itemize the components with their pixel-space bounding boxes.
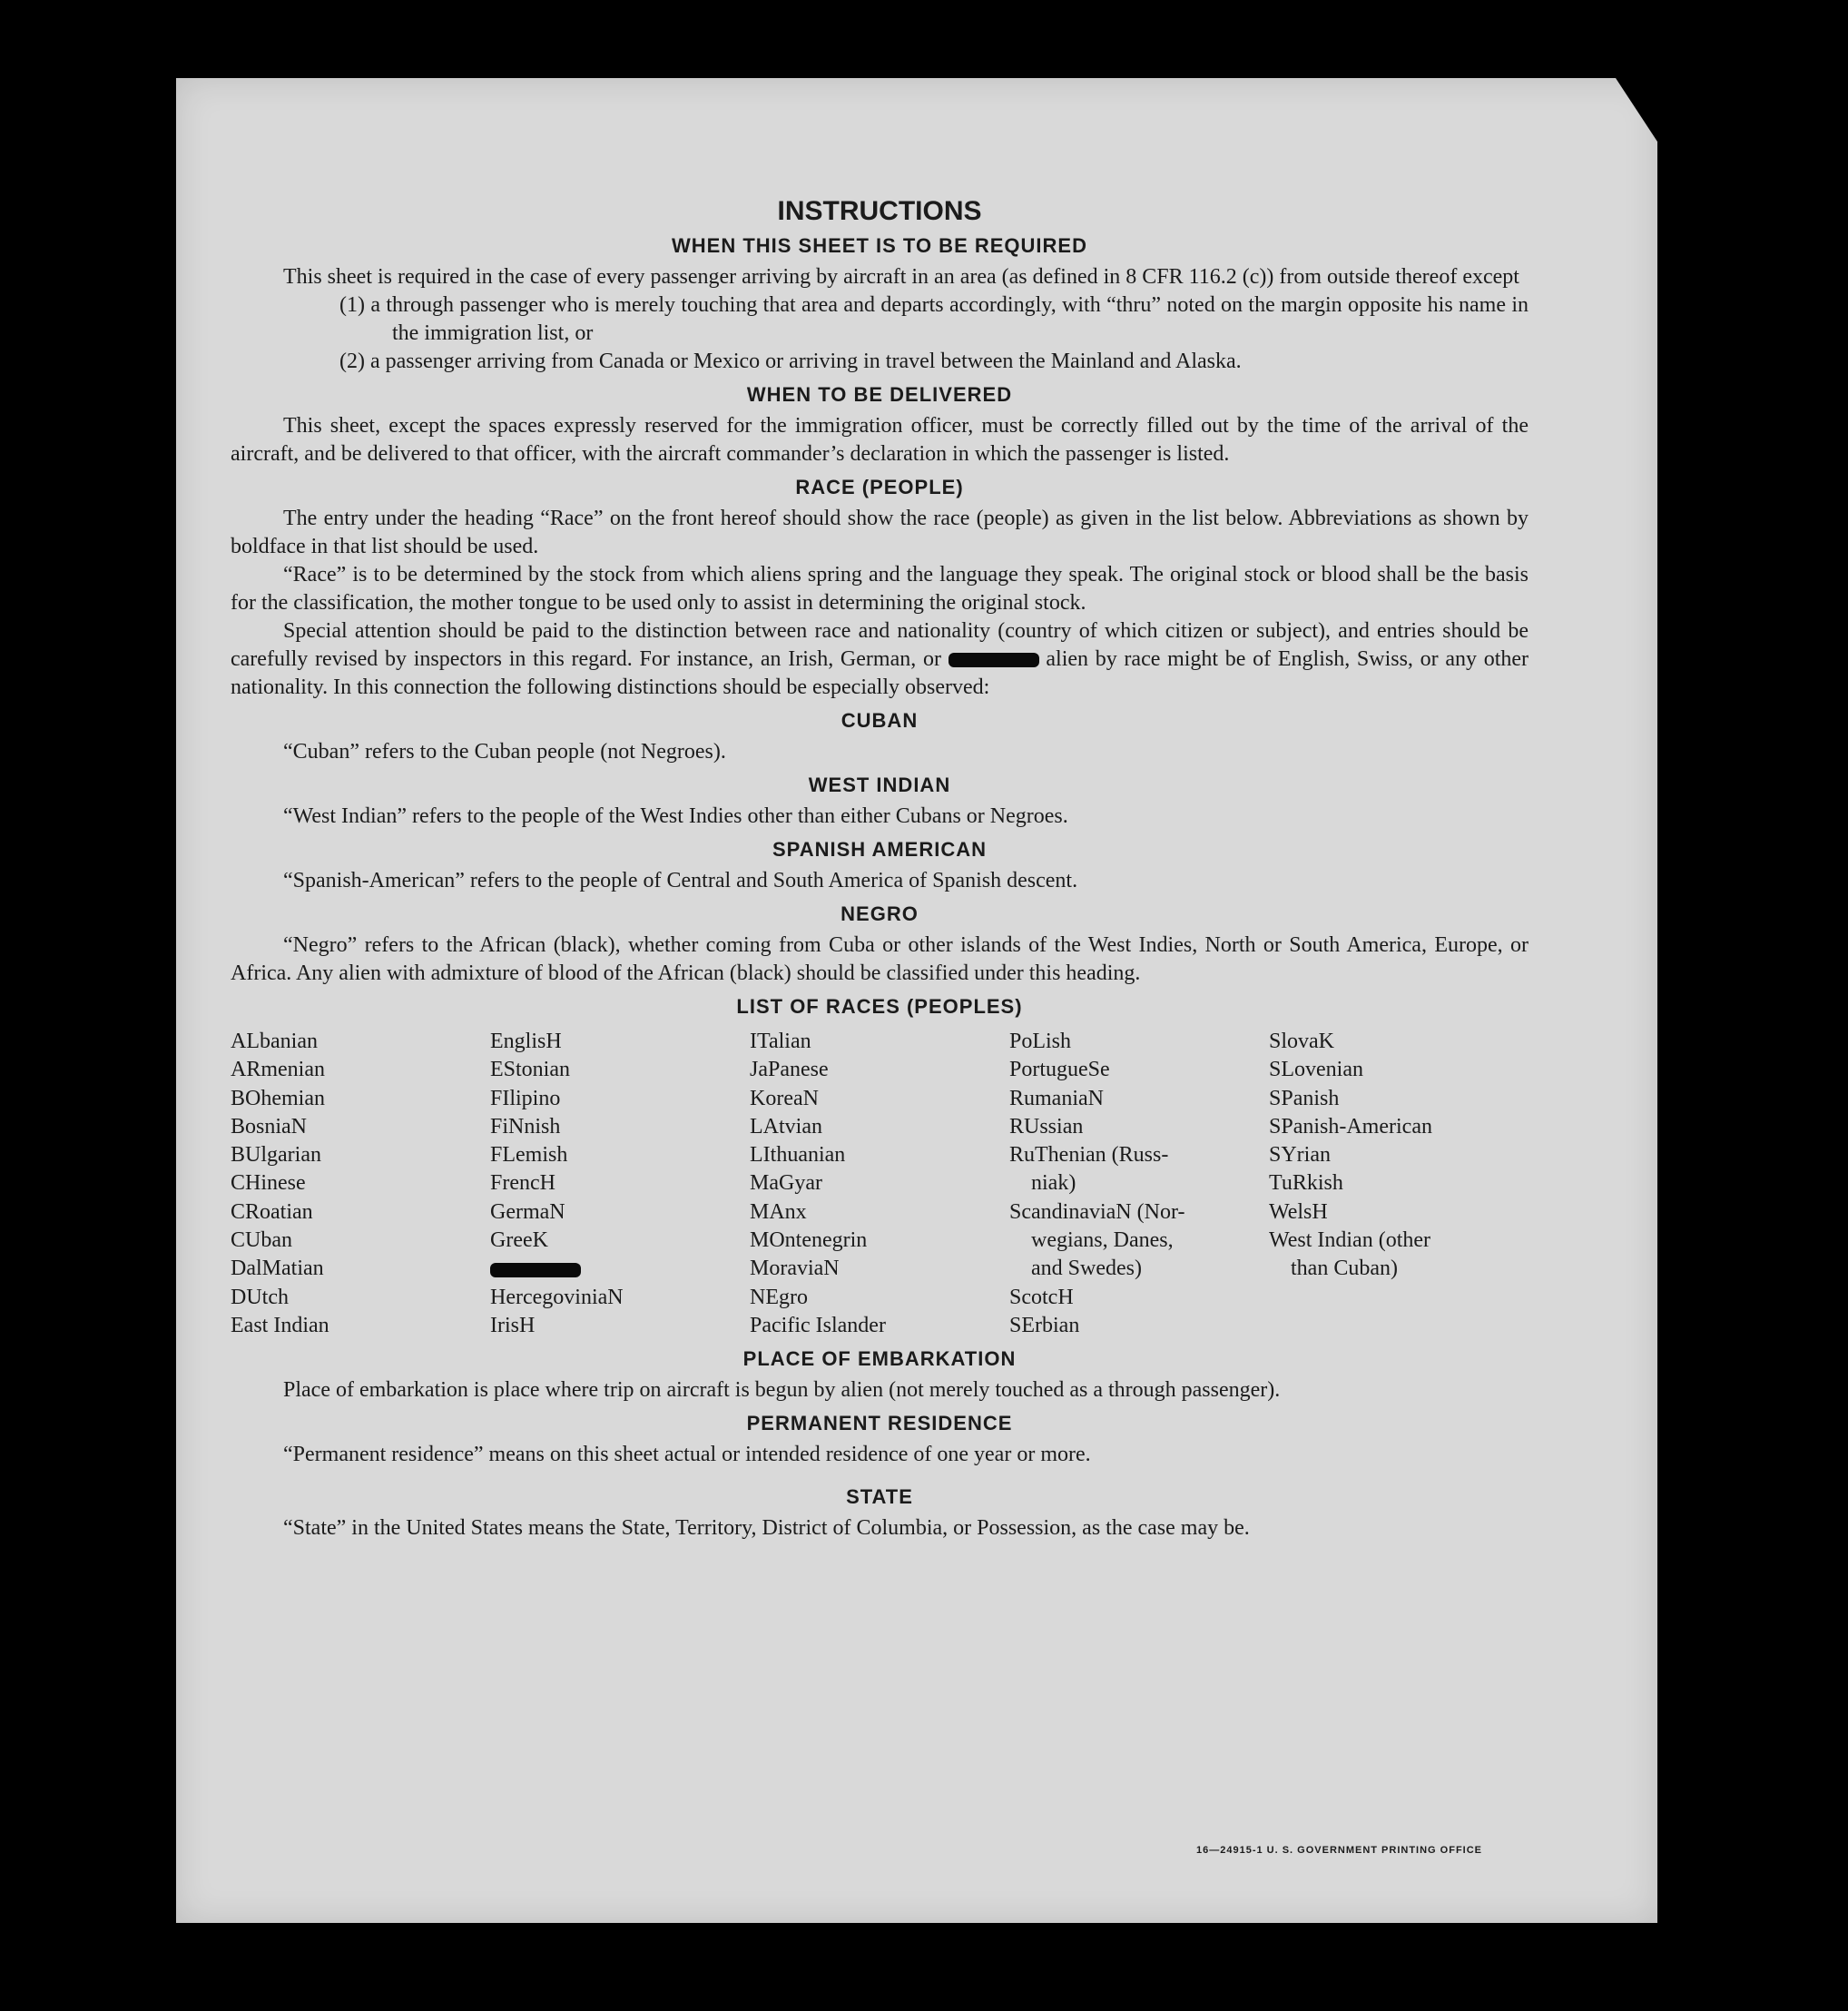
cuban-text: “Cuban” refers to the Cuban people (not Negroes).: [283, 740, 726, 764]
section-heading-cuban: CUBAN: [840, 709, 919, 732]
section-heading-list: LIST OF RACES (PEOPLES): [736, 995, 1023, 1018]
race-entry: Pacific Islander: [750, 1313, 886, 1337]
race-entry: GermaN: [490, 1199, 565, 1224]
race-entry: RuThenian (Russ-: [1009, 1143, 1169, 1168]
race-entry: TuRkish: [1269, 1171, 1343, 1196]
race-paragraph-3: [231, 617, 1529, 702]
race-entry: CUban: [231, 1228, 292, 1253]
race-entry: HercegoviniaN: [490, 1285, 624, 1309]
race-entry: West Indian (other: [1269, 1228, 1431, 1253]
races-list: [231, 1028, 1529, 1340]
races-column-3: [750, 1028, 1009, 1340]
race-entry: SYrian: [1269, 1143, 1331, 1168]
page-title: INSTRUCTIONS: [777, 196, 982, 226]
folded-corner: [1616, 78, 1657, 142]
race-entry: than Cuban): [1291, 1257, 1398, 1281]
race-entry: ITalian: [750, 1030, 811, 1053]
section-heading-race: RACE (PEOPLE): [795, 476, 964, 498]
race-entry: RUssian: [1009, 1114, 1084, 1139]
spanish-american-text: “Spanish-American” refers to the people of Central and South America of Spanish descent.: [283, 869, 1078, 892]
race-entry: PortugueSe: [1009, 1058, 1110, 1082]
race-entry: FiNnish: [490, 1114, 561, 1139]
race-entry: DUtch: [231, 1285, 289, 1309]
race-entry: BOhemian: [231, 1086, 325, 1110]
race-entry: SPanish-American: [1269, 1114, 1432, 1139]
races-column-5: [1269, 1028, 1529, 1340]
race-entry: ScandinaviaN (Nor-: [1009, 1199, 1185, 1224]
state-text: “State” in the United States means the State, Territory, District of Columbia, or Possession, as the case may be.: [283, 1516, 1250, 1541]
race-entry: SPanish: [1269, 1086, 1340, 1110]
race-entry: IrisH: [490, 1313, 536, 1337]
document-sheet: [176, 78, 1657, 1923]
race-paragraph-2: “Race” is to be determined by the stock from which aliens spring and the language they speak. The original stock or blood shall be the basis for the classification, the mother tongue to be used only to assist in determining the original stock.: [231, 563, 1529, 615]
race-entry: ARmenian: [231, 1058, 325, 1082]
race-entry: MOntenegrin: [750, 1228, 868, 1253]
races-column-2: [490, 1028, 750, 1340]
race-entry: East Indian: [231, 1313, 329, 1337]
section-heading-west-indian: WEST INDIAN: [808, 774, 951, 796]
race-entry: CRoatian: [231, 1199, 313, 1224]
race-paragraph-3-end: alien by race might be of English, Swiss, or any other nationality. In this connection the following distinctions should be especially observed:: [231, 647, 1529, 699]
section-heading-required: WHEN THIS SHEET IS TO BE REQUIRED: [672, 234, 1087, 257]
section-heading-embarkation: PLACE OF EMBARKATION: [742, 1347, 1017, 1371]
race-entry: EStonian: [490, 1058, 570, 1082]
embarkation-text: Place of embarkation is place where trip on aircraft is begun by alien (not merely touched as a through passenger).: [283, 1378, 1281, 1403]
race-entry: PoLish: [1009, 1030, 1072, 1053]
race-entry: GreeK: [490, 1228, 548, 1253]
required-intro: This sheet is required in the case of every passenger arriving by aircraft in an area (as defined in 8 CFR 116.2 (c)) from outside thereof except: [283, 265, 1519, 289]
race-entry: CHinese: [231, 1171, 306, 1196]
race-entry: SErbian: [1009, 1313, 1080, 1337]
section-heading-spanish-american: SPANISH AMERICAN: [772, 838, 987, 861]
section-heading-residence: PERMANENT RESIDENCE: [746, 1412, 1013, 1435]
race-entry: ALbanian: [231, 1030, 318, 1053]
race-entry: ScotcH: [1009, 1285, 1074, 1309]
race-entry: SlovaK: [1269, 1030, 1334, 1053]
race-entry: NEgro: [750, 1285, 808, 1309]
west-indian-text: “West Indian” refers to the people of the West Indies other than either Cubans or Negroes.: [283, 804, 1068, 828]
race-entry: FLemish: [490, 1143, 568, 1168]
race-entry: BUlgarian: [231, 1143, 321, 1168]
race-entry: SLovenian: [1269, 1058, 1363, 1082]
section-heading-state: STATE: [846, 1485, 913, 1509]
race-entry: MaGyar: [750, 1171, 822, 1196]
race-entry: FIlipino: [490, 1086, 561, 1110]
residence-text: “Permanent residence” means on this sheet actual or intended residence of one year or more.: [283, 1443, 1091, 1467]
race-entry: MoraviaN: [750, 1257, 840, 1281]
race-entry: WelsH: [1269, 1199, 1328, 1224]
race-entry: RumaniaN: [1009, 1086, 1104, 1110]
race-paragraph-1: The entry under the heading “Race” on the front hereof should show the race (people) as given in the list below. Abbreviations as shown by boldface in that list should be used.: [231, 507, 1529, 558]
exception-1: (1) a through passenger who is merely touching that area and departs accordingly, with “thru” noted on the margin opposite his name in the immigration list, or: [339, 293, 1529, 345]
race-entry: LIthuanian: [750, 1143, 846, 1168]
negro-text: “Negro” refers to the African (black), whether coming from Cuba or other islands of the West Indies, North or South America, Europe, or Africa. Any alien with admixture of blood of the African (black) should be classified under this heading.: [231, 933, 1529, 985]
races-column-1: [231, 1028, 490, 1340]
race-entry: BosniaN: [231, 1114, 307, 1139]
delivered-text: This sheet, except the spaces expressly reserved for the immigration officer, must be correctly filled out by the time of the arrival of the aircraft, and be delivered to that officer, with the aircraft commander’s declaration in which the passenger is listed.: [231, 414, 1529, 466]
race-entry: JaPanese: [750, 1058, 829, 1082]
race-entry: FrencH: [490, 1171, 555, 1196]
race-entry: DalMatian: [231, 1257, 324, 1281]
races-column-4: [1009, 1028, 1269, 1340]
race-entry: and Swedes): [1031, 1257, 1142, 1281]
race-entry: KoreaN: [750, 1086, 819, 1110]
printer-imprint: 16—24915-1 U. S. GOVERNMENT PRINTING OFFICE: [1196, 1845, 1483, 1856]
race-entry: wegians, Danes,: [1031, 1228, 1174, 1253]
instructions-body: [231, 196, 1529, 1543]
section-heading-delivered: WHEN TO BE DELIVERED: [746, 383, 1013, 406]
race-entry: MAnx: [750, 1199, 807, 1224]
race-entry: LAtvian: [750, 1114, 822, 1139]
redaction-mark: [490, 1263, 581, 1277]
race-paragraph-3-start: Special attention should be paid to the distinction between race and nationality (country of which citizen or subject), and entries should be carefully revised by inspectors in this regard. For instance, an Irish, German, or: [231, 619, 1529, 671]
redacted-race-entry: [490, 1255, 750, 1283]
redaction-mark: [949, 653, 1039, 667]
race-entry: EnglisH: [490, 1030, 562, 1053]
exception-2: (2) a passenger arriving from Canada or Mexico or arriving in travel between the Mainland and Alaska.: [339, 350, 1242, 373]
section-heading-negro: NEGRO: [840, 902, 919, 925]
race-entry: niak): [1031, 1171, 1076, 1196]
